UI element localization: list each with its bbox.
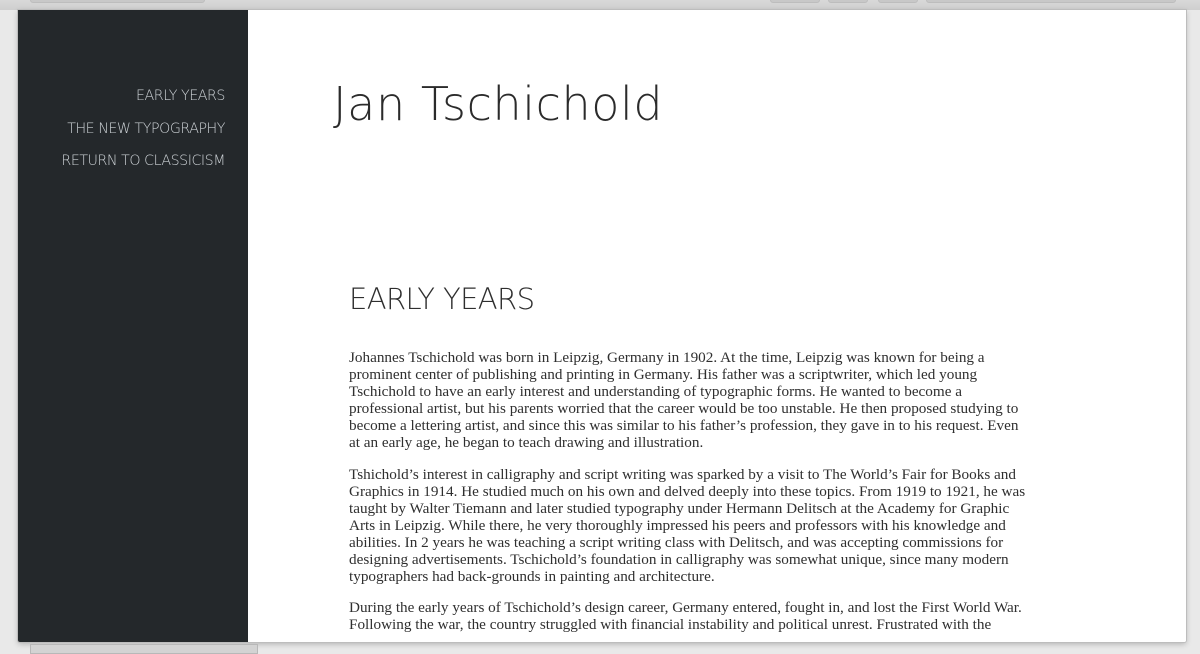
nav-link-new-typography[interactable]: THE NEW TYPOGRAPHY <box>67 120 225 137</box>
section-body <box>349 349 1027 642</box>
chrome-control-right-2 <box>828 0 868 3</box>
sidebar-nav <box>61 86 225 184</box>
chrome-control-left <box>30 0 205 3</box>
nav-link-early-years[interactable]: EARLY YEARS <box>136 88 225 104</box>
chrome-control-right-3 <box>878 0 918 3</box>
chrome-control-right-4 <box>926 0 1176 3</box>
chrome-control-right-1 <box>770 0 820 3</box>
paragraph-3: During the early years of Tschichold’s design career, Germany entered, fought in, and lost the First World War. Following the war, the country struggled with financial instability and political unrest. Frustrated with the <box>349 599 1022 634</box>
paragraph-1: Johannes Tschichold was born in Leipzig, Germany in 1902. At the time, Leipzig was known for being a prominent center of publishing and printing in Germany. His father was a scriptwriter, which led young Tschichold to have an early interest and understanding of typographic forms. He wanted to become a professional artist, but his parents worried that the career would be too unstable. He then proposed studying to become a lettering artist, and since this was similar to his father’s profession, they gave in to his request. Even at an early age, he began to teach drawing and illustration. <box>349 349 1019 452</box>
window-chrome-top <box>0 0 1200 10</box>
taskbar-fragment <box>30 644 258 654</box>
page-title: Jan Tschichold <box>333 77 664 131</box>
browser-window <box>18 10 1186 642</box>
nav-link-return-to-classicism[interactable]: RETURN TO CLASSICISM <box>61 153 225 169</box>
paragraph-2: Tshichold’s interest in calligraphy and script writing was sparked by a visit to The World’s Fair for Books and Graphics in 1914. He studied much on his own and delved deeply into these topics. From 1919 to 1921, he was taught by Walter Tiemann and later studied typography under Hermann Delitsch at the Academy for Graphic Arts in Leipzig. While there, he very thoroughly impressed his peers and professors with his knowledge and abilities. In 2 years he was teaching a script writing class with Delitsch, and was accepting commissions for designing advertisements. Tschichold’s foundation in calligraphy was somewhat unique, since many modern typographers had back-grounds in painting and architecture. <box>349 465 1026 586</box>
main-content <box>248 10 1186 642</box>
sidebar <box>18 10 248 642</box>
section-heading: EARLY YEARS <box>349 282 535 316</box>
